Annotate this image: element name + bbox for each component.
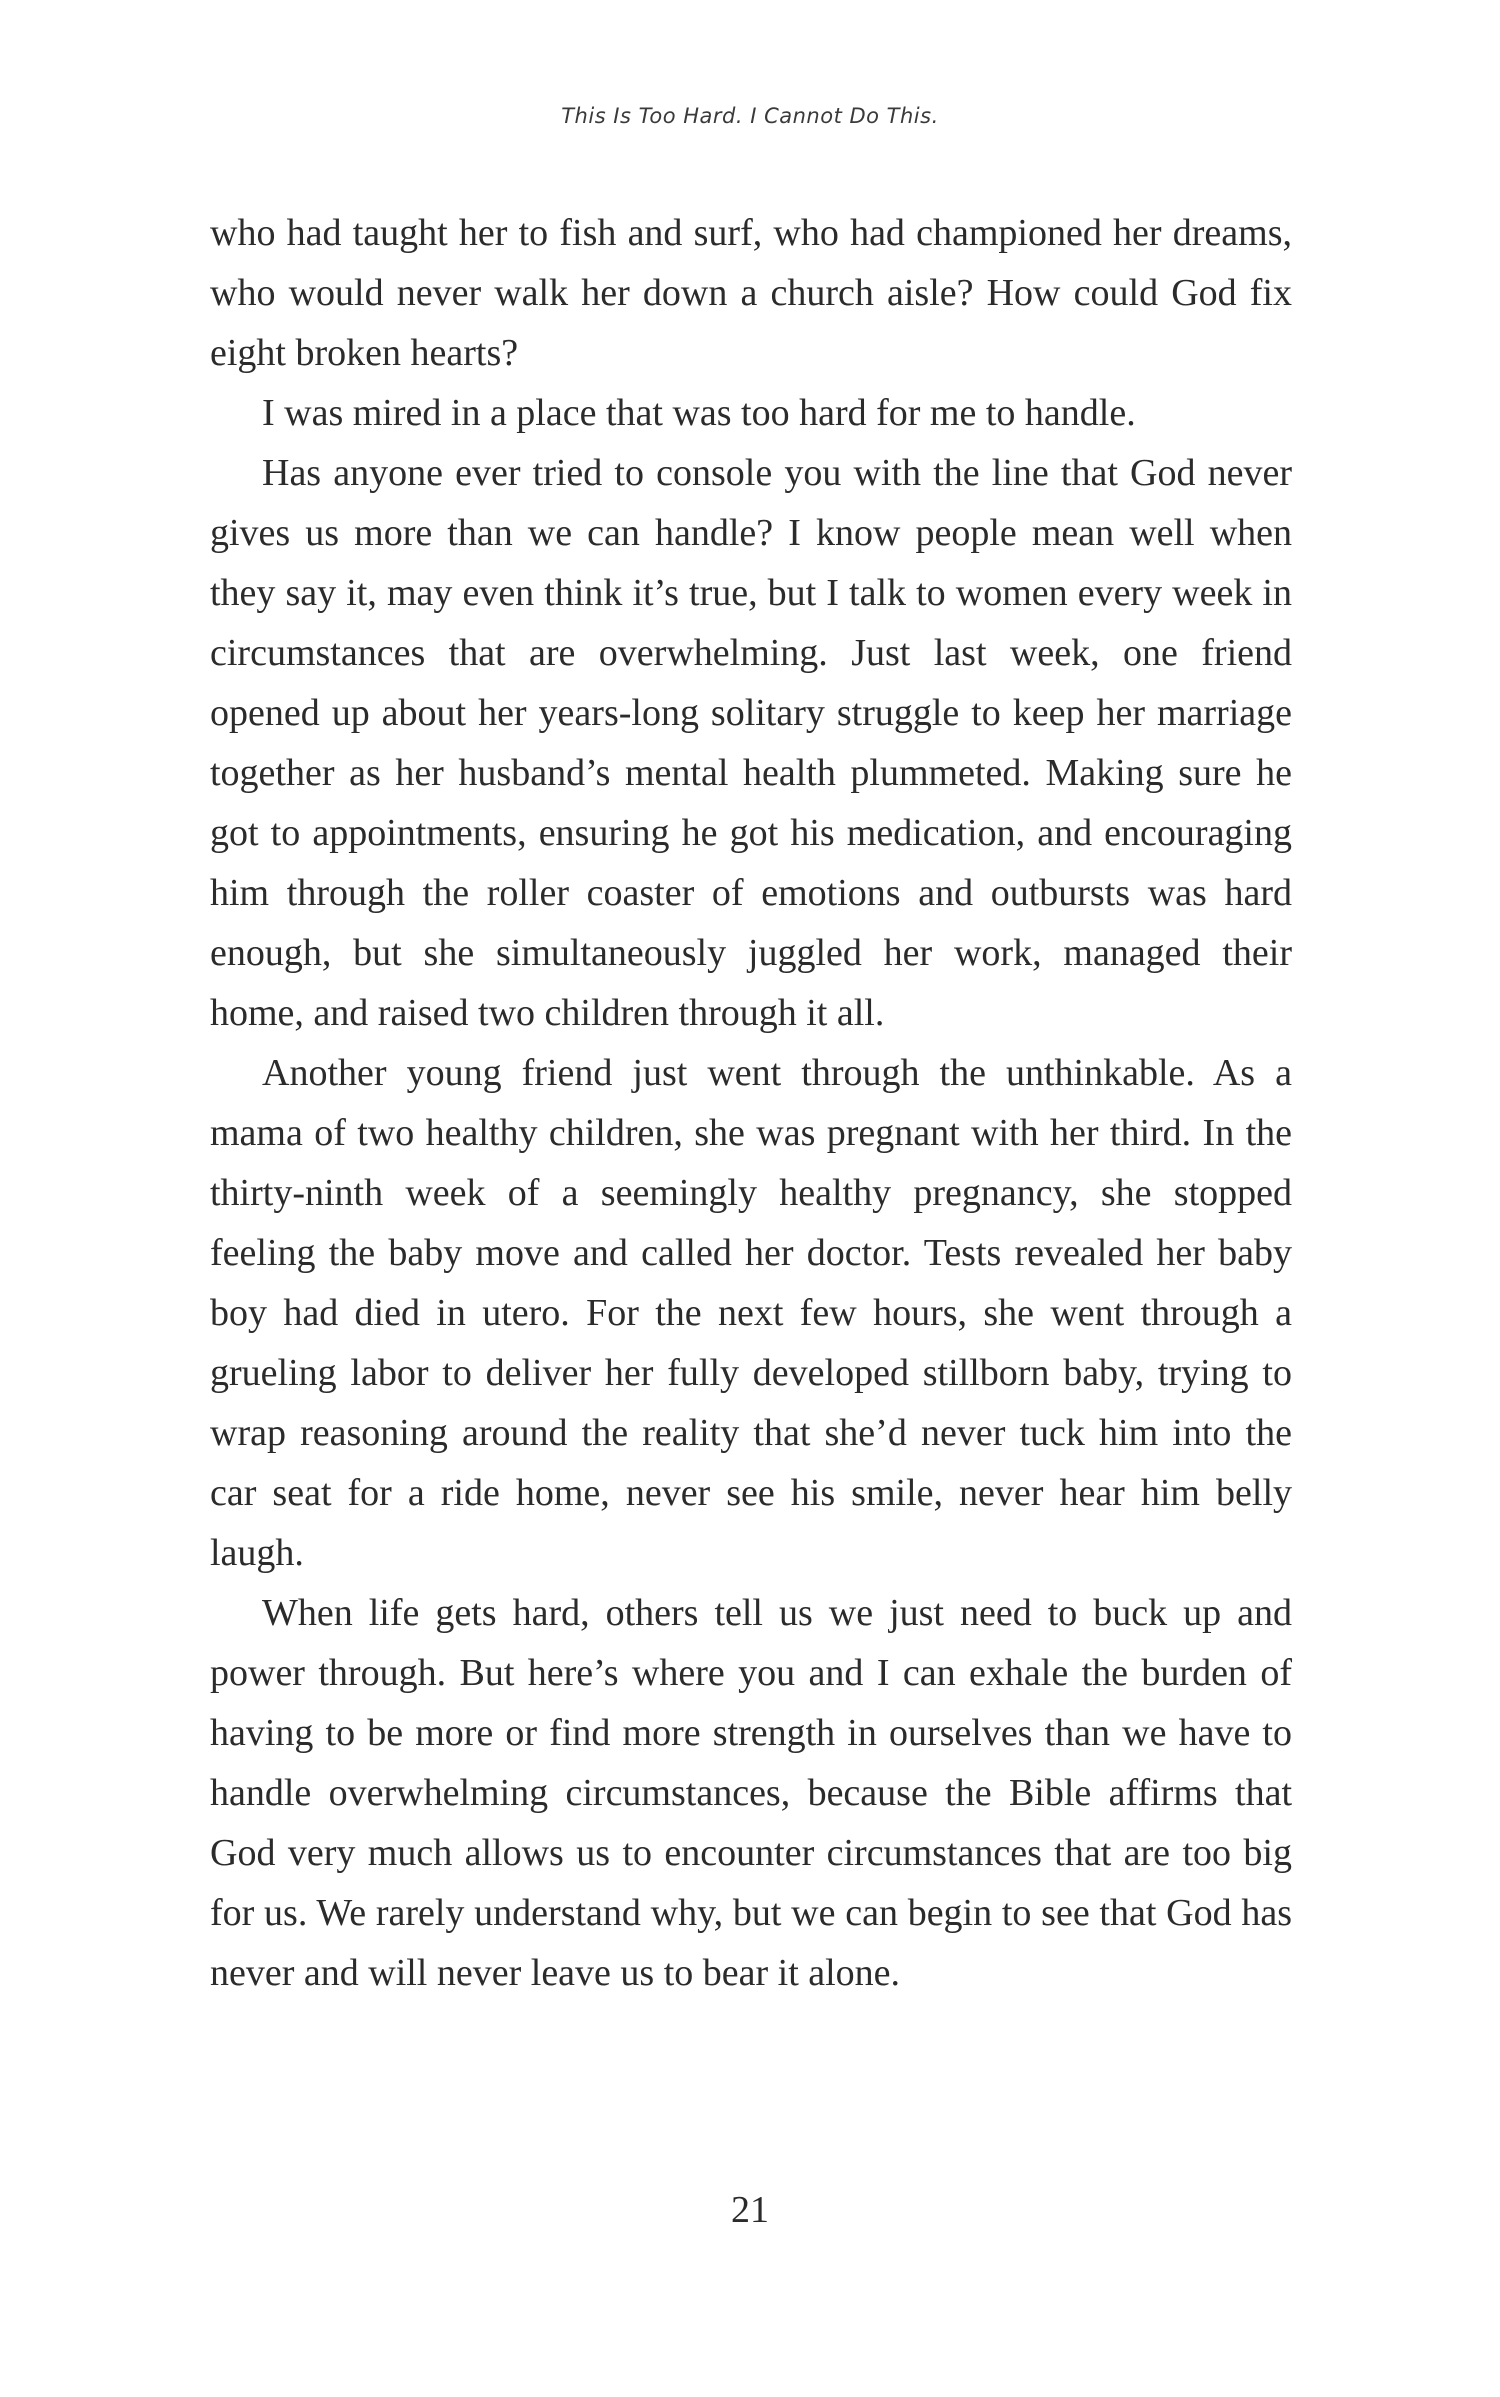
paragraph: When life gets hard, others tell us we just need to buck up and power through. But here’s where you and I can exhale the burden of having to be more or find more strength in ourselves than we have to handle overwhelming circumstances, because the Bible affirms that God very much allows us to encounter circumstances that are too big for us. We rarely understand why, but we can begin to see that God has never and will never leave us to bear it alone. [210,1592,1292,1994]
running-head: This Is Too Hard. I Cannot Do This. [561,104,939,128]
paragraph: Has anyone ever tried to console you with the line that God never gives us more than we can handle? I know people mean well when they say it, may even think it’s true, but I talk to women every week in circumstances that are overwhelming. Just last week, one friend opened up about her years-long solitary struggle to keep her marriage together as her husband’s mental health plummeted. Making sure he got to appointments, ensuring he got his medication, and encouraging him through the roller coaster of emotions and outbursts was hard enough, but she simultaneously juggled her work, managed their home, and raised two children through it all. [210,452,1292,1034]
paragraph: I was mired in a place that was too hard for me to handle. [262,392,1136,434]
page-number: 21 [731,2189,769,2231]
paragraph-continued: who had taught her to fish and surf, who had championed her dreams, who would never walk her down a church aisle? How could God fix eight broken hearts? [210,212,1292,374]
body-text [210,203,1292,2003]
paragraph: Another young friend just went through the unthinkable. As a mama of two healthy children, she was pregnant with her third. In the thirty-ninth week of a seemingly healthy pregnancy, she stopped feeling the baby move and called her doctor. Tests revealed her baby boy had died in utero. For the next few hours, she went through a grueling labor to deliver her fully developed stillborn baby, trying to wrap reasoning around the reality that she’d never tuck him into the car seat for a ride home, never see his smile, never hear him belly laugh. [210,1052,1292,1574]
